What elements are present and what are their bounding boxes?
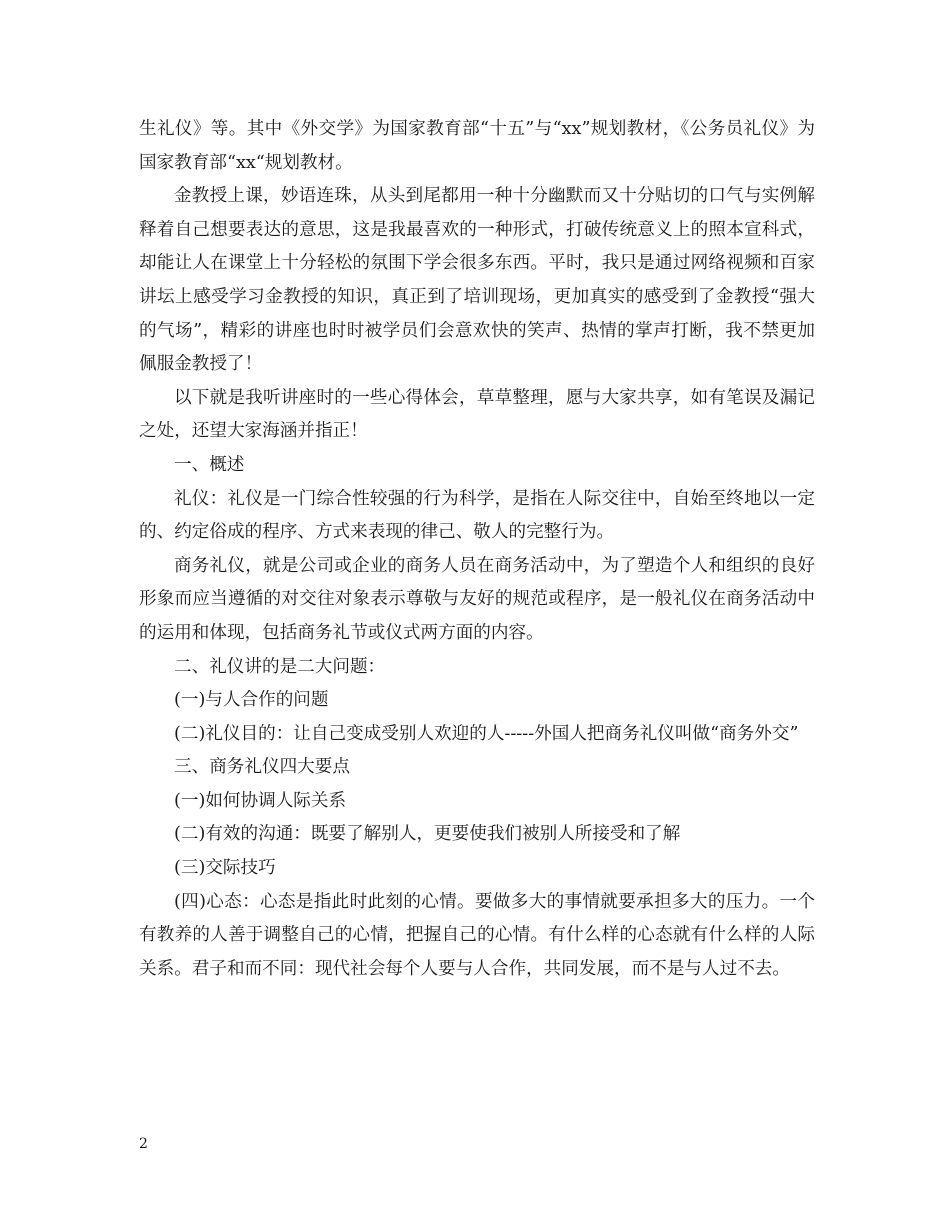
section-heading-two-issues: 二、礼仪讲的是二大问题： xyxy=(174,656,386,677)
list-item-purpose: (二)礼仪目的：让自己变成受别人欢迎的人-----外国人把商务礼仪叫做“商务外交” xyxy=(174,723,799,744)
list-item-mindset: (四)心态：心态是指此时此刻的心情。要做多大的事情就要承担多大的压力。一个有教养的人善于调整自己的心情，把握自己的心情。有什么样的心态就有什么样的人际关系。君子和而不同：现代社会每个人要与人合作，共同发展，而不是与人过不去。 xyxy=(139,891,815,979)
page-number: 2 xyxy=(139,1136,148,1152)
list-item-cooperation: (一)与人合作的问题 xyxy=(174,690,329,711)
list-item-skills: (三)交际技巧 xyxy=(174,858,276,879)
section-heading-four-points: 三、商务礼仪四大要点 xyxy=(174,757,350,778)
paragraph-1: 生礼仪》等。其中《外交学》为国家教育部“十五”与“xx”规划教材，《公务员礼仪》为国家教育部“xx“规划教材。 xyxy=(139,119,815,173)
paragraph-2: 金教授上课，妙语连珠，从头到尾都用一种十分幽默而又十分贴切的口气与实例解释着自己想要表达的意思，这是我最喜欢的一种形式，打破传统意义上的照本宣科式，却能让人在课堂上十分轻松的氛围下学会很多东西。平时，我只是通过网络视频和百家讲坛上感受学习金教授的知识，真正到了培训现场，更加真实的感受到了金教授“强大的气场”，精彩的讲座也时时被学员们会意欢快的笑声、热情的掌声打断，我不禁更加佩服金教授了！ xyxy=(139,186,815,375)
document-body xyxy=(139,113,815,986)
list-item-communication: (二)有效的沟通：既要了解别人，更要使我们被别人所接受和了解 xyxy=(174,824,681,845)
list-item-relationships: (一)如何协调人际关系 xyxy=(174,790,347,811)
section-heading-overview: 一、概述 xyxy=(174,454,245,475)
paragraph-business-etiquette: 商务礼仪，就是公司或企业的商务人员在商务活动中，为了塑造个人和组织的良好形象而应当遵循的对交往对象表示尊敬与友好的规范或程序，是一般礼仪在商务活动中的运用和体现，包括商务礼节或仪式两方面的内容。 xyxy=(139,555,815,643)
paragraph-etiquette-definition: 礼仪：礼仪是一门综合性较强的行为科学，是指在人际交往中，自始至终地以一定的、约定俗成的程序、方式来表现的律己、敬人的完整行为。 xyxy=(139,488,815,543)
paragraph-3: 以下就是我听讲座时的一些心得体会，草草整理，愿与大家共享，如有笔误及漏记之处，还望大家海涵并指正！ xyxy=(139,387,815,442)
